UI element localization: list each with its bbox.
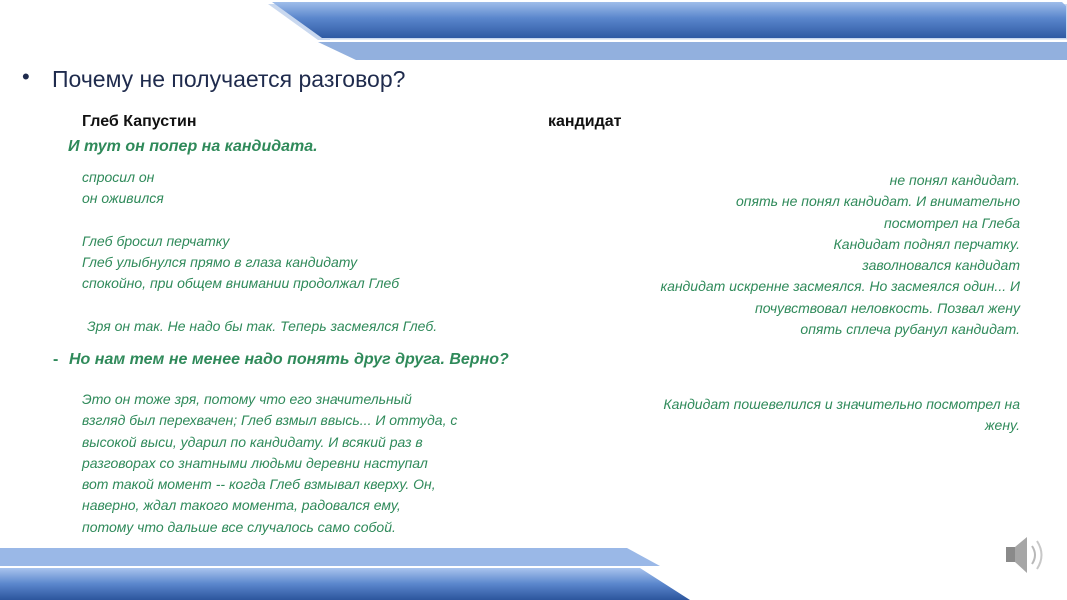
paragraph-line: взгляд был перехвачен; Глеб взмыл ввысь... И оттуда, с: [82, 412, 458, 429]
right-line: посмотрел на Глеба: [884, 214, 1020, 231]
top-band: [272, 2, 1066, 38]
highlight-understand: Но нам тем не менее надо понять друг друга. Верно?: [69, 351, 509, 368]
left-line: Глеб улыбнулся прямо в глаза кандидату: [82, 253, 358, 270]
paragraph-line: Это он тоже зря, потому что его значительный: [82, 391, 412, 407]
right-line: не понял кандидат.: [889, 172, 1020, 188]
top-band-shadow: [268, 4, 1067, 40]
paragraph-line: разговорах со знатными людьми деревни наступал: [82, 454, 428, 471]
left-line: спокойно, при общем внимании продолжал Глеб: [82, 275, 400, 292]
bottom-band-upper: [0, 548, 660, 566]
paragraph-line: высокой выси, ударил по кандидату. И всякий раз в: [82, 433, 423, 450]
right-line: Кандидат поднял перчатку.: [833, 235, 1020, 252]
paragraph-line: наверно, ждал такого момента, радовался ему,: [82, 497, 401, 514]
header-gleb: Глеб Капустин: [82, 113, 197, 130]
paragraph-line: Кандидат пошевелился и значительно посмотрел на: [663, 396, 1020, 412]
title-bullet: •: [22, 64, 30, 89]
paragraph-line: жену.: [984, 417, 1020, 434]
left-lines-block-1: [82, 167, 399, 294]
right-line: заволновался кандидат: [862, 257, 1020, 274]
right-lines-block-1: [660, 170, 1020, 340]
left-line: спросил он: [82, 169, 155, 185]
highlight-attack: И тут он попер на кандидата.: [68, 138, 318, 155]
left-line-laugh: [87, 316, 437, 337]
highlight-dash: -: [53, 351, 59, 368]
left-line: Глеб бросил перчатку: [82, 232, 230, 249]
slide-title: Почему не получается разговор?: [52, 66, 406, 92]
left-paragraph: [82, 389, 457, 538]
left-line: он оживился: [82, 190, 164, 207]
right-paragraph: [663, 394, 1020, 437]
header-candidate: кандидат: [548, 113, 622, 130]
right-line: кандидат искренне засмеялся. Но засмеялся один... И: [660, 278, 1020, 295]
right-line: опять сплеча рубанул кандидат.: [800, 321, 1020, 338]
speaker-icon[interactable]: [1006, 537, 1042, 573]
bottom-band: [0, 568, 690, 600]
right-line: почувствовал неловкость. Позвал жену: [754, 299, 1020, 316]
right-line: опять не понял кандидат. И внимательно: [736, 193, 1020, 210]
left-line: Зря он так. Не надо бы так. Теперь засмеялся Глеб.: [87, 318, 438, 334]
paragraph-line: вот такой момент -- когда Глеб взмывал кверху. Он,: [82, 476, 436, 493]
paragraph-line: потому что дальше все случалось само собой.: [82, 518, 396, 535]
top-band-lower: [318, 42, 1067, 60]
